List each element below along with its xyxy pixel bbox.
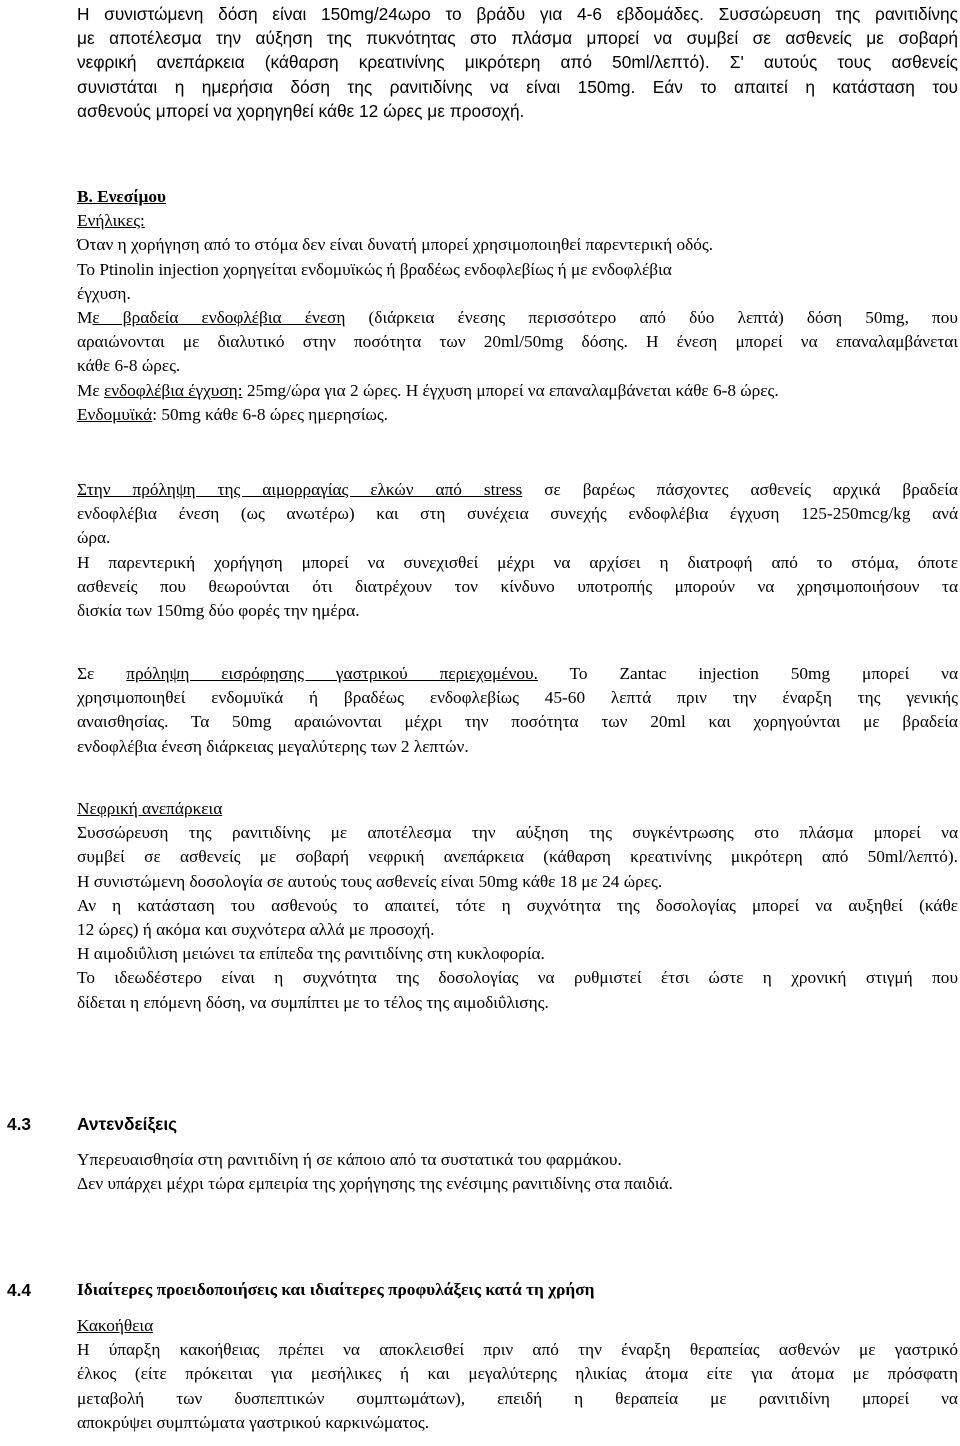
injectables-line: αραιώνονται με διαλυτικό στην ποσότητα των 20ml/50mg δόσης. Η ένεση μπορεί να επαναλαμβάνεται — [77, 332, 958, 352]
intro-line: με αποτέλεσμα την αύξηση της πυκνότητας στο πλάσμα μπορεί να συμβεί σε ασθενείς με σοβαρή — [77, 28, 958, 49]
intramuscular-term: Ενδομυϊκά — [77, 404, 153, 424]
malignancy-line: Η ύπαρξη κακοήθειας πρέπει να αποκλεισθεί πριν από την έναρξη θεραπείας ασθενών με γαστρικό — [77, 1340, 958, 1360]
slow-injection-line — [77, 306, 958, 330]
injectables-line: Το Ptinolin injection χορηγείται ενδομυϊκώς ή βραδέως ενδοφλεβίως ή με ενδοφλέβια — [77, 259, 672, 279]
intramuscular-line — [77, 403, 958, 427]
renal-line: δίδεται η επόμενη δόση, να συμπίπτει με το τέλος της αιμοδιΰλισης. — [77, 992, 549, 1012]
aspiration-line: αναισθησίας. Τα 50mg αραιώνονται μέχρι την ποσότητα των 20ml και χορηγούνται με βραδεία — [77, 712, 958, 732]
section-4-3-heading — [7, 1112, 958, 1148]
intro-paragraph — [77, 2, 958, 123]
renal-line: Αν η κατάσταση του ασθενούς το απαιτεί, τότε η συχνότητα της δοσολογίας μπορεί να αυξηθεί (κάθε — [77, 895, 958, 915]
aspiration-prefix: Σε — [77, 664, 127, 683]
aspiration-line: χρησιμοποιηθεί ενδομυϊκά ή βραδέως ενδοφλεβίως 45-60 λεπτά πριν την έναρξη της γενικής — [77, 688, 958, 708]
slow-injection-rest: (διάρκεια ένεσης περισσότερο από δύο λεπτά) δόση 50mg, που — [345, 308, 958, 328]
renal-section — [77, 797, 958, 1015]
aspiration-paragraph — [77, 662, 958, 759]
stress-term: Στην πρόληψη της αιμορραγίας ελκών από stress — [77, 480, 523, 499]
injectables-line: έγχυση. — [77, 283, 131, 303]
renal-line: συμβεί σε ασθενείς με σοβαρή νεφρική ανεπάρκεια (κάθαρση κρεατινίνης μικρότερη από 50ml/λεπτό). — [77, 847, 958, 867]
infusion-rest: 25mg/ώρα για 2 ώρες. Η έγχυση μπορεί να επαναλαμβάνεται κάθε 6-8 ώρες. — [242, 380, 779, 400]
injectables-heading: Β. Ενεσίμου — [77, 187, 166, 206]
aspiration-rest: Το Zantac injection 50mg μπορεί να — [537, 664, 959, 683]
intro-line: Η συνιστώμενη δόση είναι 150mg/24ωρο το βράδυ για 4-6 εβδομάδες. Συσσώρευση της ρανιτιδίνης — [77, 4, 958, 24]
infusion-prefix: Με — [77, 380, 104, 400]
aspiration-term: πρόληψη εισρόφησης γαστρικού περιεχομένου. — [126, 664, 538, 683]
section-4-3 — [7, 1112, 958, 1196]
renal-line: Συσσώρευση της ρανιτιδίνης με αποτέλεσμα την αύξηση της συγκέντρωσης στο πλάσμα μπορεί να — [77, 823, 958, 843]
stress-line: ασθενείς που θεωρούνται ότι διατρέχουν τον κίνδυνο υποτροπής μπορούν να χρησιμοποιήσουν τα — [77, 576, 958, 596]
injectables-section — [77, 185, 958, 427]
renal-line: 12 ώρες) ή ακόμα και συχνότερα αλλά με προσοχή. — [77, 920, 435, 940]
section-title: Αντενδείξεις — [77, 1114, 178, 1134]
contraindication-line: Δεν υπάρχει μέχρι τώρα εμπειρία της χορήγησης της ενέσιμης ρανιτιδίνης στα παιδιά. — [77, 1174, 673, 1194]
injectables-line: κάθε 6-8 ώρες. — [77, 356, 181, 376]
malignancy-line: έλκος (είτε πρόκειται για μεσήλικες ή και μεγαλύτερης ηλικίας άτομα είτε για άτομα με πρόσφατη — [77, 1364, 958, 1384]
section-number: 4.4 — [7, 1280, 32, 1300]
infusion-line — [77, 379, 958, 403]
malignancy-line: αποκρύψει συμπτώματα γαστρικού καρκινώματος. — [77, 1412, 430, 1432]
intro-line: συνιστάται η ημερήσια δόση της ρανιτιδίνης να είναι 150mg. Εάν το απαιτεί η κατάσταση του — [77, 76, 958, 97]
section-title: Ιδιαίτερες προειδοποιήσεις και ιδιαίτερες προφυλάξεις κατά τη χρήση — [77, 1280, 595, 1299]
adults-label: Ενήλικες: — [77, 211, 145, 231]
intramuscular-rest: : 50mg κάθε 6-8 ώρες ημερησίως. — [152, 404, 389, 424]
renal-heading: Νεφρική ανεπάρκεια — [77, 799, 223, 818]
renal-line: Η αιμοδιΰλιση μειώνει τα επίπεδα της ρανιτιδίνης στη κυκλοφορία. — [77, 944, 545, 964]
renal-line: Το ιδεωδέστερο είναι η συχνότητα της δοσολογίας να ρυθμιστεί έτσι ώστε η χρονική στιγμή που — [77, 968, 958, 988]
slow-injection-prefix: Μ — [77, 308, 93, 328]
section-4-4 — [7, 1278, 958, 1435]
stress-line: ενδοφλέβια ένεση (ως ανωτέρω) και στη συνέχεια συνεχής ενδοφλέβια έγχυση 125-250mcg/kg ανά — [77, 504, 958, 524]
stress-line — [77, 478, 958, 502]
intro-line: νεφρική ανεπάρκεια (κάθαρση κρεατινίνης μικρότερη από 50ml/λεπτό). Σ' αυτούς τους ασθενείς — [77, 52, 958, 73]
stress-line: ώρα. — [77, 528, 111, 548]
stress-line: δισκία των 150mg δύο φορές την ημέρα. — [77, 601, 360, 621]
aspiration-line: ενδοφλέβια ένεση διάρκειας μεγαλύτερης των 2 λεπτών. — [77, 736, 469, 756]
malignancy-line: μεταβολή των δυσπεπτικών συμπτωμάτων), επειδή η θεραπεία με ρανιτιδίνη μπορεί να — [77, 1388, 958, 1408]
section-4-4-heading — [7, 1278, 958, 1314]
stress-line: Η παρεντερική χορήγηση μπορεί να συνεχισθεί μέχρι να αρχίσει η διατροφή από το στόμα, όποτε — [77, 552, 958, 572]
intro-line: ασθενούς μπορεί να χορηγηθεί κάθε 12 ώρες με προσοχή. — [77, 100, 525, 121]
stress-ulcer-paragraph — [77, 478, 958, 623]
injectables-line: Όταν η χορήγηση από το στόμα δεν είναι δυνατή μπορεί χρησιμοποιηθεί παρεντερική οδός. — [77, 235, 714, 255]
slow-injection-term: ε βραδεία ενδοφλέβια ένεση — [92, 308, 346, 328]
infusion-term: ενδοφλέβια έγχυση: — [103, 380, 243, 400]
stress-rest: σε βαρέως πάσχοντες ασθενείς αρχικά βραδεία — [522, 480, 958, 499]
malignancy-heading: Κακοήθεια — [77, 1316, 154, 1335]
renal-line: Η συνιστώμενη δοσολογία σε αυτούς τους ασθενείς είναι 50mg κάθε 18 με 24 ώρες. — [77, 871, 663, 891]
aspiration-line — [77, 662, 958, 686]
contraindication-line: Υπερευαισθησία στη ρανιτιδίνη ή σε κάποιο από τα συστατικά του φαρμάκου. — [77, 1150, 622, 1169]
section-number: 4.3 — [7, 1114, 32, 1134]
